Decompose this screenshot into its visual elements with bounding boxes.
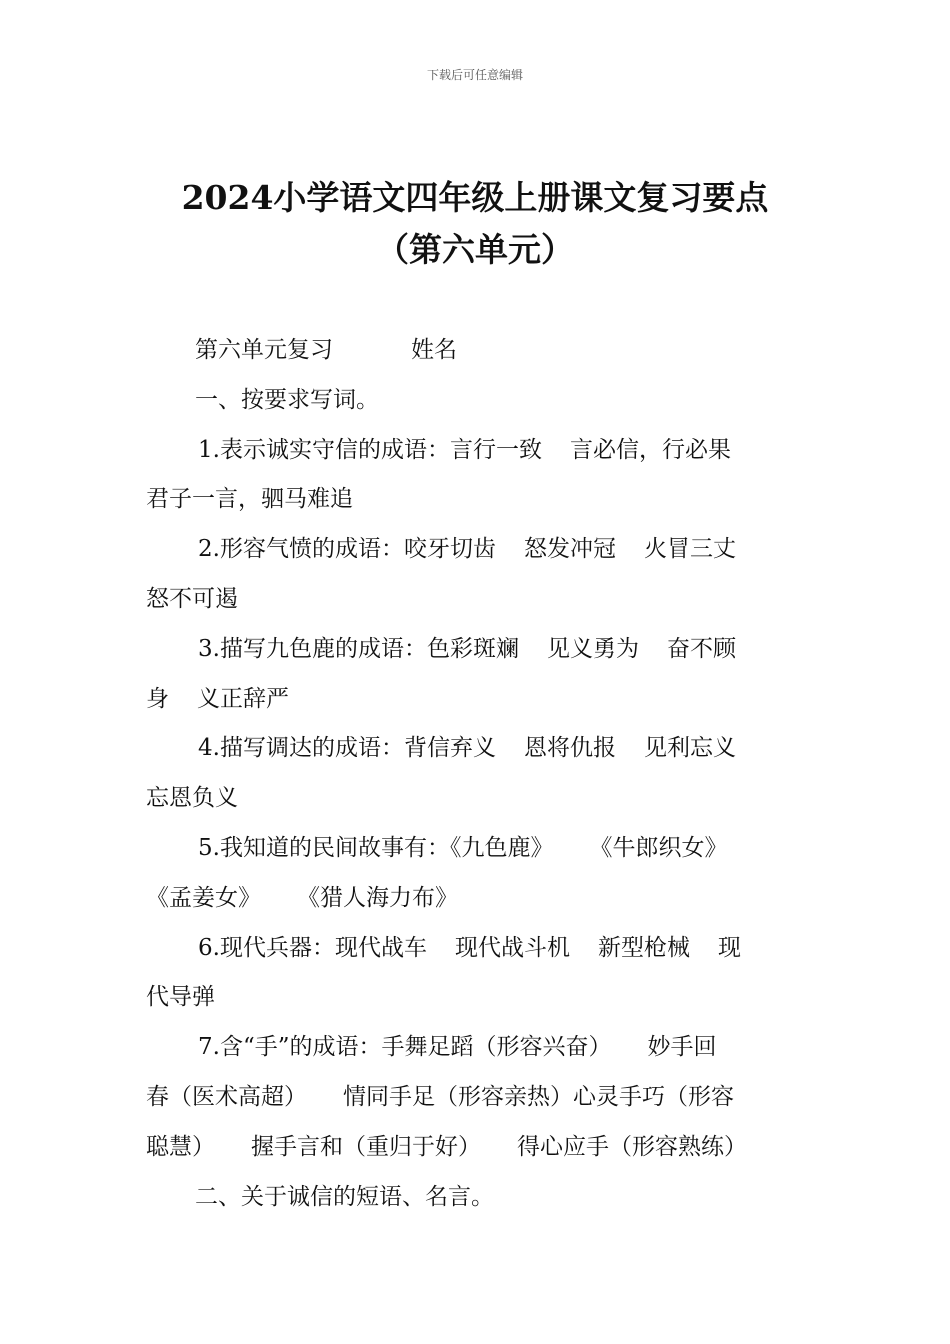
item-text: 握手言和（重归于好） <box>251 1133 481 1160</box>
item-prefix: 6.现代兵器： <box>198 934 335 961</box>
item-prefix: 2.形容气愤的成语： <box>198 536 404 563</box>
item-text: 聪慧） <box>146 1133 215 1160</box>
item-word: 《九色鹿》 <box>449 834 554 861</box>
item-prefix: 4.描写调达的成语： <box>198 735 404 762</box>
item-word: 言必信，行必果 <box>569 436 731 463</box>
item-prefix: 5.我知道的民间故事有： <box>198 834 450 861</box>
title-line-2: （第六单元） <box>376 230 574 269</box>
list-item-3 <box>146 625 806 675</box>
header-note: 下载后可任意编辑 <box>426 68 523 82</box>
item-word: 现代战车 <box>334 934 427 961</box>
list-item-6-continuation: 代导弹 <box>146 984 215 1011</box>
item-word: 见利忘义 <box>643 735 736 762</box>
list-item-4-continuation: 忘恩负义 <box>146 785 238 812</box>
section2-heading: 二、关于诚信的短语、名言。 <box>195 1183 494 1210</box>
item-word: 新型枪械 <box>597 934 690 961</box>
document-body <box>146 326 806 1222</box>
item-word: 奋不顾 <box>666 635 736 662</box>
review-heading: 第六单元复习 <box>195 337 333 363</box>
list-item-5 <box>146 824 806 874</box>
item-word: 《孟姜女》 <box>146 884 261 911</box>
item-word: 现 <box>717 934 741 961</box>
item-text: 7.含“手”的成语：手舞足蹈（形容兴奋） <box>198 1034 612 1061</box>
list-item-3-continuation <box>146 675 806 725</box>
item-word: 义正辞严 <box>197 685 289 712</box>
list-item-1 <box>146 426 806 476</box>
review-heading-line <box>146 326 806 376</box>
title-line-1: 2024小学语文四年级上册课文复习要点 <box>181 178 769 217</box>
name-label: 姓名 <box>411 337 457 363</box>
list-item-7 <box>146 1023 806 1073</box>
item-word: 怒发冲冠 <box>523 536 616 563</box>
item-prefix: 3.描写九色鹿的成语： <box>198 635 427 662</box>
list-item-1-continuation: 君子一言，驷马难追 <box>146 486 353 513</box>
item-text: 得心应手（形容熟练） <box>517 1133 747 1160</box>
item-word: 见义勇为 <box>546 635 639 662</box>
item-word: 现代战斗机 <box>454 934 570 961</box>
list-item-7-line-2 <box>146 1073 806 1123</box>
item-word: 色彩斑斓 <box>426 635 519 662</box>
item-text: 春（医术高超） <box>146 1083 307 1110</box>
section1-heading: 一、按要求写词。 <box>195 386 379 413</box>
item-word: 《牛郎织女》 <box>589 834 728 861</box>
item-text: 情同手足（形容亲热）心灵手巧（形容 <box>343 1083 734 1110</box>
item-word: 身 <box>146 685 169 712</box>
item-word: 《猎人海力布》 <box>297 884 458 911</box>
item-word: 言行一致 <box>449 436 542 463</box>
list-item-7-line-3 <box>146 1123 806 1173</box>
list-item-4 <box>146 724 806 774</box>
list-item-6 <box>146 924 806 974</box>
list-item-2 <box>146 525 806 575</box>
list-item-2-continuation: 怒不可遏 <box>146 585 238 612</box>
item-word: 咬牙切齿 <box>403 536 496 563</box>
item-prefix: 1.表示诚实守信的成语： <box>198 436 450 463</box>
list-item-5-continuation <box>146 874 806 924</box>
item-word: 恩将仇报 <box>523 735 616 762</box>
item-text: 妙手回 <box>647 1034 717 1061</box>
item-word: 背信弃义 <box>403 735 496 762</box>
document-title <box>80 172 870 276</box>
item-word: 火冒三丈 <box>643 536 736 563</box>
